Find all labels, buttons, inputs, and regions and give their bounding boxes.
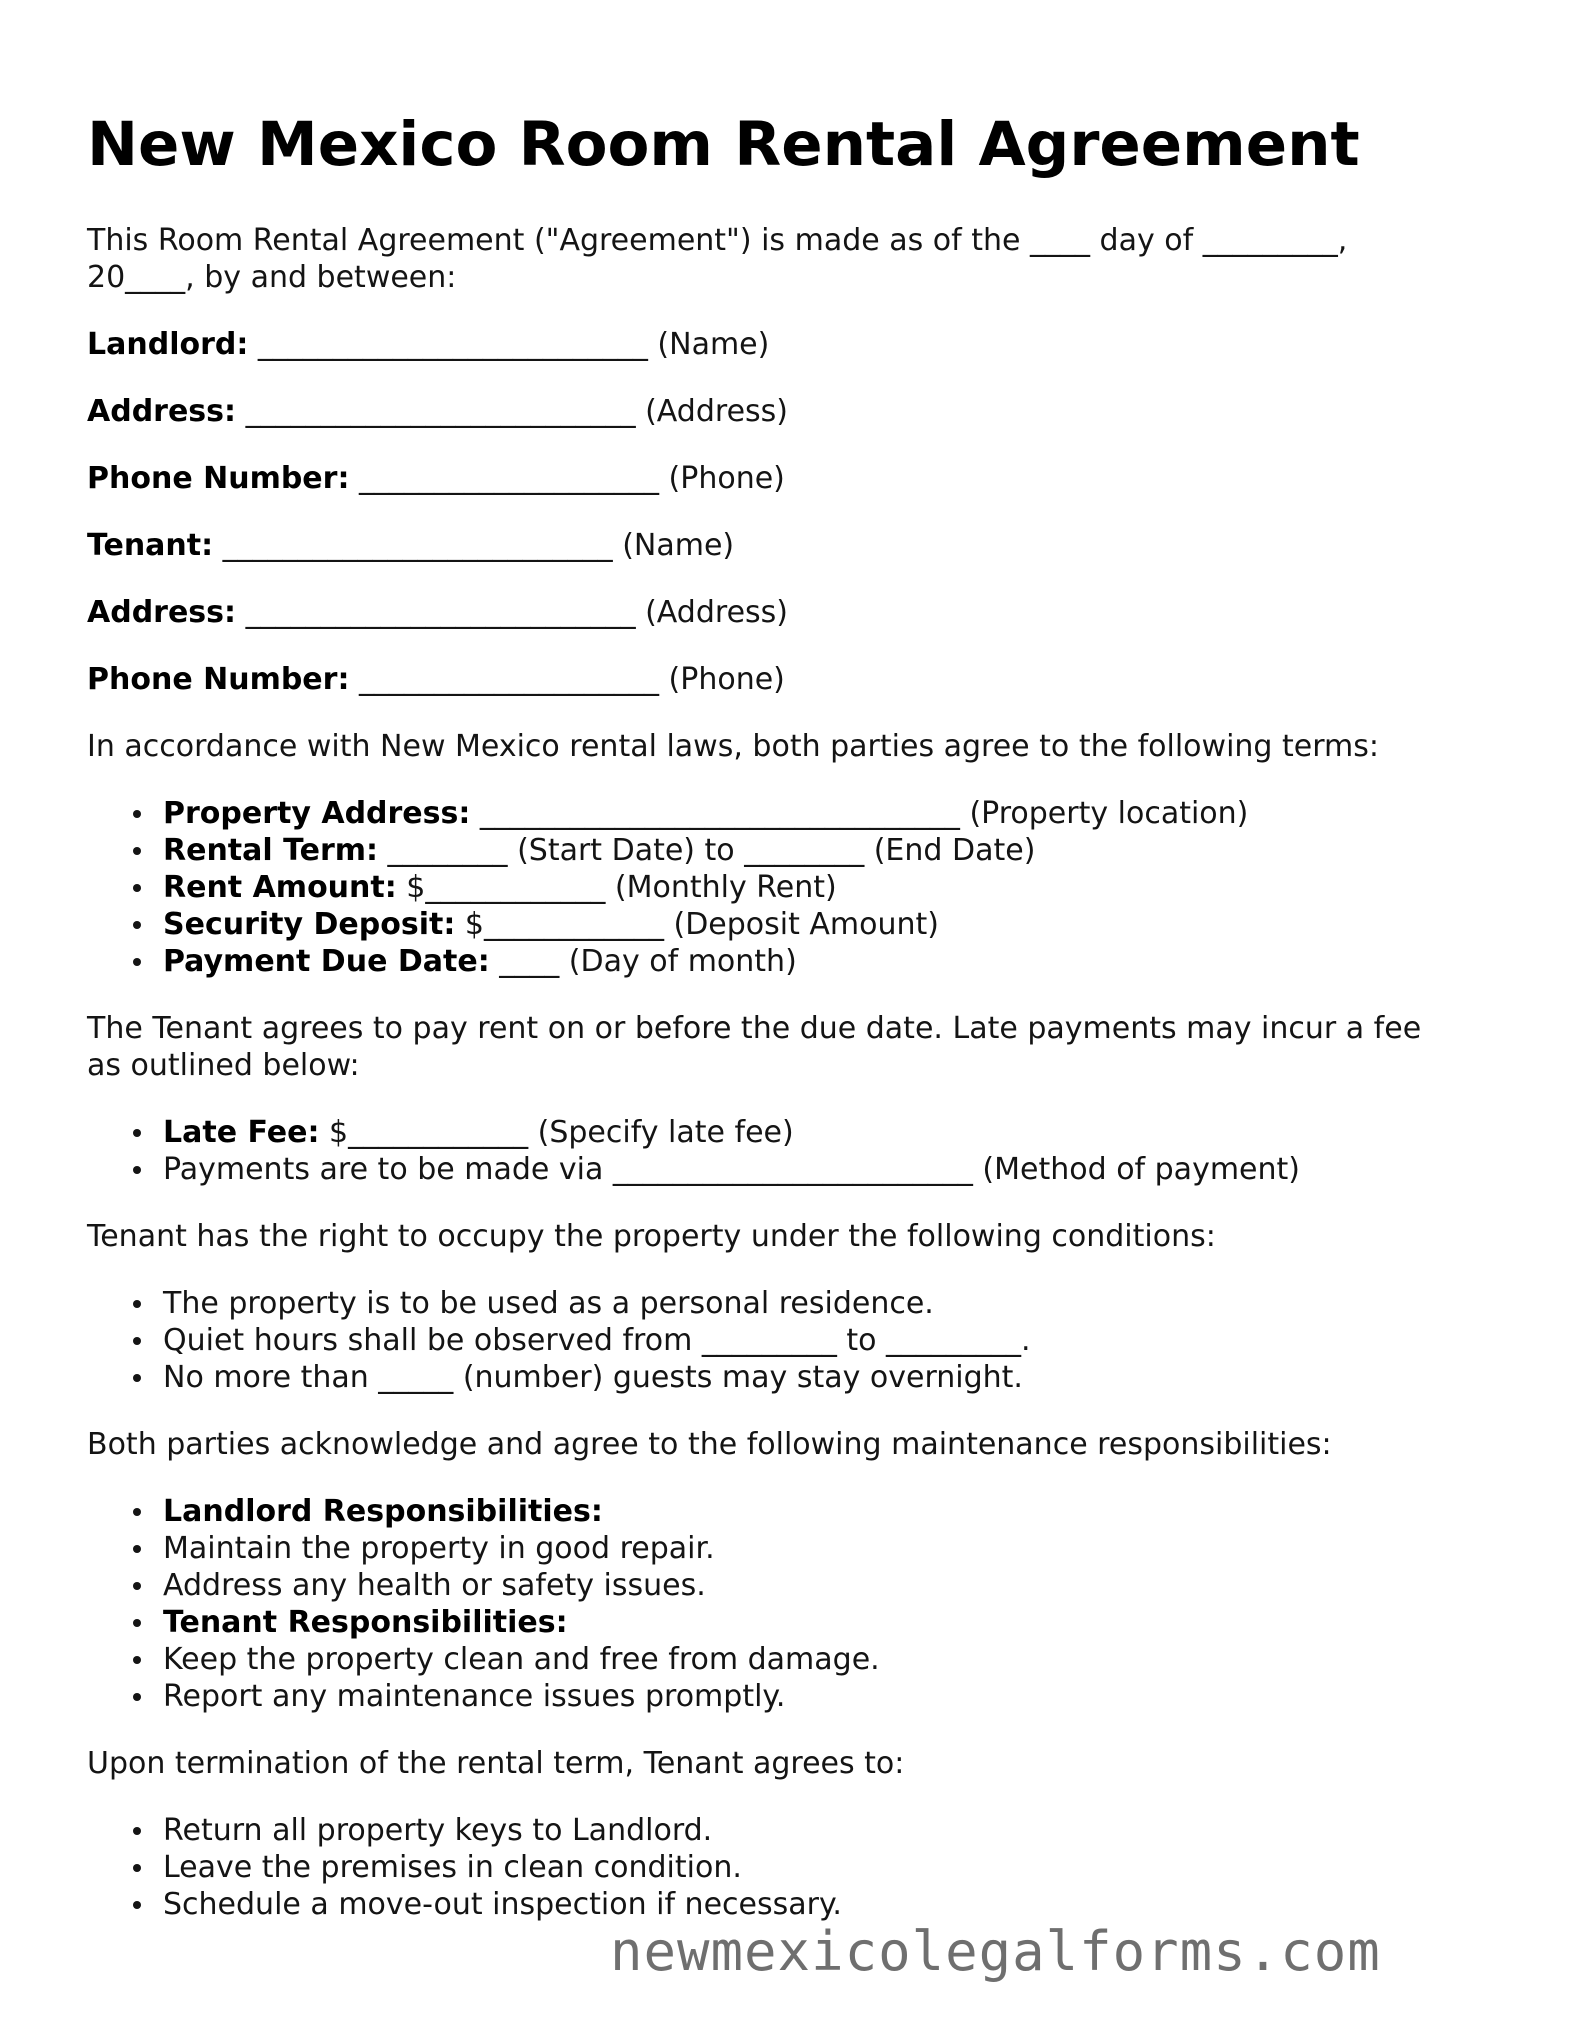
list-item: The property is to be used as a personal residence. xyxy=(163,1285,1507,1322)
site-watermark: newmexicolegalforms.com xyxy=(610,1920,1381,1983)
list-item: Return all property keys to Landlord. xyxy=(163,1812,1507,1849)
security-deposit-label: Security Deposit: xyxy=(163,907,456,942)
landlord-phone-label: Phone Number: xyxy=(87,461,350,496)
payment-list xyxy=(87,1114,1507,1188)
late-fee-blank: $____________ (Specify late fee) xyxy=(319,1115,794,1150)
security-deposit-blank: $____________ (Deposit Amount) xyxy=(455,907,940,942)
landlord-label: Landlord: xyxy=(87,327,249,362)
list-item xyxy=(163,832,1507,869)
list-item xyxy=(163,795,1507,832)
list-item: Keep the property clean and free from damage. xyxy=(163,1641,1507,1678)
landlord-phone-line xyxy=(87,460,1507,497)
list-item xyxy=(163,943,1507,980)
tenant-label: Tenant: xyxy=(87,528,214,563)
tenant-phone-label: Phone Number: xyxy=(87,662,350,697)
maintenance-list xyxy=(87,1493,1507,1715)
late-fee-label: Late Fee: xyxy=(163,1115,320,1150)
landlord-address-line xyxy=(87,393,1507,430)
list-item: Schedule a move-out inspection if necessary. xyxy=(163,1886,1507,1923)
property-address-label: Property Address: xyxy=(163,796,471,831)
list-item: Leave the premises in clean condition. xyxy=(163,1849,1507,1886)
payment-due-date-label: Payment Due Date: xyxy=(163,944,490,979)
tenant-name-blank: __________________________ (Name) xyxy=(213,528,735,563)
landlord-name-line xyxy=(87,326,1507,363)
terms-intro: In accordance with New Mexico rental laws, both parties agree to the following terms: xyxy=(87,729,1379,764)
landlord-phone-blank: ____________________ (Phone) xyxy=(349,461,785,496)
termination-intro: Upon termination of the rental term, Tenant agrees to: xyxy=(87,1746,905,1781)
tenant-address-line xyxy=(87,594,1507,631)
termination-list xyxy=(87,1812,1507,1923)
rent-amount-blank: $____________ (Monthly Rent) xyxy=(396,870,837,905)
occupancy-intro: Tenant has the right to occupy the property under the following conditions: xyxy=(87,1219,1216,1254)
list-item xyxy=(163,1493,1507,1530)
list-item: Payments are to be made via ________________________ (Method of payment) xyxy=(163,1151,1507,1188)
landlord-name-blank: __________________________ (Name) xyxy=(248,327,770,362)
payment-intro: The Tenant agrees to pay rent on or before the due date. Late payments may incur a fee as outlined below: xyxy=(87,1011,1422,1083)
tenant-address-blank: __________________________ (Address) xyxy=(236,595,788,630)
tenant-address-label: Address: xyxy=(87,595,237,630)
maintenance-intro: Both parties acknowledge and agree to the following maintenance responsibilities: xyxy=(87,1427,1332,1462)
document-title: New Mexico Room Rental Agreement xyxy=(87,109,1360,180)
terms-list xyxy=(87,795,1507,980)
tenant-responsibilities-label: Tenant Responsibilities: xyxy=(163,1605,568,1640)
list-item xyxy=(163,869,1507,906)
list-item: Address any health or safety issues. xyxy=(163,1567,1507,1604)
landlord-address-blank: __________________________ (Address) xyxy=(236,394,788,429)
list-item xyxy=(163,906,1507,943)
list-item: Maintain the property in good repair. xyxy=(163,1530,1507,1567)
tenant-name-line xyxy=(87,527,1507,564)
rent-amount-label: Rent Amount: xyxy=(163,870,397,905)
list-item xyxy=(163,1114,1507,1151)
occupancy-list xyxy=(87,1285,1507,1396)
list-item: Report any maintenance issues promptly. xyxy=(163,1678,1507,1715)
tenant-phone-line xyxy=(87,661,1507,698)
list-item xyxy=(163,1604,1507,1641)
landlord-address-label: Address: xyxy=(87,394,237,429)
intro-paragraph: This Room Rental Agreement ("Agreement") is made as of the ____ day of _________, 20____, by and between: xyxy=(87,223,1348,295)
list-item: No more than _____ (number) guests may stay overnight. xyxy=(163,1359,1507,1396)
document-page xyxy=(87,100,1507,1923)
rental-term-label: Rental Term: xyxy=(163,833,378,868)
rental-term-blank: ________ (Start Date) to ________ (End Date) xyxy=(378,833,1036,868)
list-item: Quiet hours shall be observed from _________ to _________. xyxy=(163,1322,1507,1359)
property-address-blank: ________________________________ (Property location) xyxy=(470,796,1249,831)
tenant-phone-blank: ____________________ (Phone) xyxy=(349,662,785,697)
payment-due-date-blank: ____ (Day of month) xyxy=(489,944,797,979)
landlord-responsibilities-label: Landlord Responsibilities: xyxy=(163,1494,603,1529)
